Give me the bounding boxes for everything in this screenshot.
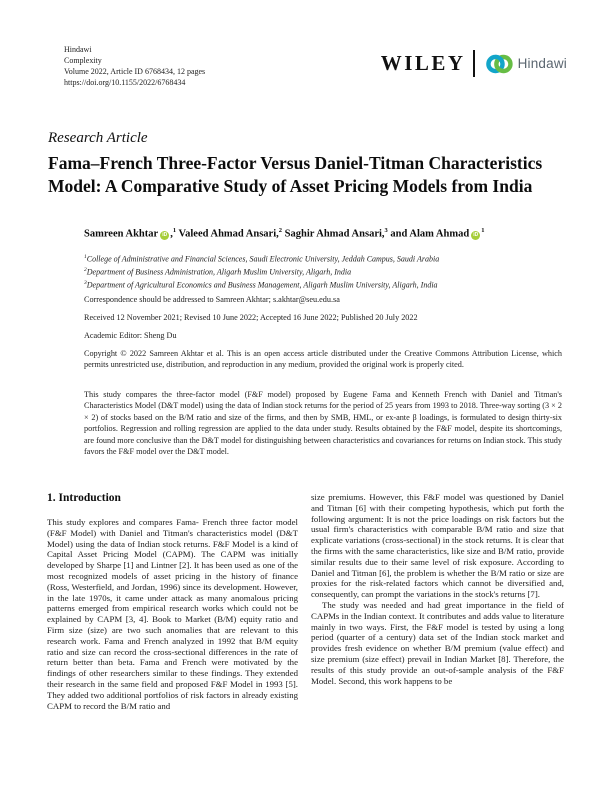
academic-editor-line: Academic Editor: Sheng Du — [84, 331, 177, 340]
body-columns — [47, 492, 564, 711]
logo-divider — [473, 50, 475, 77]
orcid-icon[interactable]: iD — [473, 231, 479, 238]
hindawi-wordmark: Hindawi — [517, 56, 567, 71]
intro-paragraph-continued: size premiums. However, this F&F model was questioned by Daniel and Titman [6] with their competing hypothesis, which put forth the following argument: It is not the price loadings on risk factors but the usual firm's characteristics with comparable B/M ratio and size that explicate variations (cross-sectional) in the stock returns. It is clear that the firms with the same characteristics, like size and B/M ratio, provide similar results due to their same level of risk exposure. According to Daniel and Titman [6], the problem is whether the B/M ratio or size are proxies for the risk-related factors which cannot be diversified and, consequently, can prompt the variations in the stock's returns [7]. — [311, 492, 564, 600]
publisher-name: Hindawi — [64, 45, 92, 54]
author-line: Samreen Akhtar iD ,$^1$ Valeed Ahmad Ansari,$^2$ Saghir Ahmad Ansari,$^3$ and Alam Ahmad $iD^1$ — [84, 227, 485, 240]
abstract-paragraph: This study compares the three-factor model (F&F model) proposed by Eugene Fama and Kenneth French with Daniel and Titman's Characteristics Model (D&T model) using the data of Indian stock returns for the period of 25 years from 1993 to 2018. Three-way sorting (3 × 2 × 2) of stocks based on the B/M ratio and size of the firms, and then by SMB, HML, or ex-ante β loadings, is formulated to design thirty-six portfolios. Regression and rolling regression are applied to the data under study. Results obtained by the F&F model, despite its shortcomings, are found more conclusive than the D&T model for distinguishing between characteristics and covariances for returns on Indian stock. This study favors the F&F model over the D&T model. — [84, 390, 562, 457]
brand-block — [381, 50, 567, 77]
left-column — [47, 492, 298, 711]
affiliation-line: $^3$Department of Agricultural Economics and Business Management, Aligarh Muslim University, Aligarh, India — [84, 280, 438, 290]
author-name: Samreen Akhtar — [84, 228, 159, 240]
correspondence-email-link[interactable]: s.akhtar@seu.edu.sa — [272, 295, 340, 304]
section-heading-introduction: 1. Introduction — [47, 492, 121, 504]
author-name: Saghir Ahmad Ansari, — [284, 228, 385, 240]
article-title: Fama–French Three-Factor Versus Daniel-Titman Characteristics Model: A Comparative Study of Asset Pricing Models from India — [48, 153, 543, 196]
study-importance-paragraph: The study was needed and had great importance in the field of CAPMs in the Indian context. It contributes and adds value to literature mainly in two ways. First, the F&F model is tested by using a long period (quarter of a century) data set of the Indian stock market and provides fresh evidence on whether B/M premium (value effect) and size premium (size effect) prevail in Indian Market [8]. Therefore, the results of this study provide an out-of-sample analysis of the F&F Model. Second, this work happens to be — [311, 599, 564, 686]
publisher-info-block — [64, 44, 205, 88]
article-type-label: Research Article — [48, 130, 148, 146]
doi-link[interactable]: https://doi.org/10.1155/2022/6768434 — [64, 78, 186, 87]
wiley-logo: WILEY — [380, 51, 466, 75]
volume-line: Volume 2022, Article ID 6768434, 12 pages — [64, 67, 206, 76]
author-affil-ref: 1 — [481, 227, 485, 234]
author-name: Valeed Ahmad Ansari, — [178, 228, 279, 240]
journal-name: Complexity — [64, 56, 102, 65]
affiliation-line: $^1$College of Administrative and Financial Sciences, Saudi Electronic University, Jeddah Campus, Saudi Arabia — [84, 254, 440, 264]
orcid-icon[interactable]: iD — [162, 231, 168, 238]
copyright-paragraph: Copyright © 2022 Samreen Akhtar et al. This is an open access article distributed under the Creative Commons Attribution License, which permits unrestricted use, distribution, and reproduction in any medium, provided the original work is properly cited. — [84, 349, 562, 370]
author-affil-ref: 2 — [278, 227, 283, 234]
intro-paragraph: This study explores and compares Fama- French three factor model (F&F Model) with Daniel and Titman's characteristics model (D&T Model) using the data of Indian stock returns. F&F Model is a kind of Capital Asset Pricing Model (CAPM). The CAPM was initially developed by Sharpe [1] and Lintner [2]. It has been used as one of the most recognized models of asset pricing in the history of finance (Ross, Westerfield, and Jordan, 1996) since its development. However, in the late 1970s, it came under attack as many anomalous pricing patterns emerged from empirical research works which could not be explained by CAPM [3, 4]. Book to Market (B/M) equity ratio and Firm size (size) are two such anomalies that are relevant to this research work. Fama and French analyzed in 1992 that B/M equity ratio and size can record the cross-sectional differences in the rate of return better than beta. Fama and French were motivated by the findings of other researchers similar to these findings. They extended their research in the same field and proposed F&F Model in 1993 [5]. They added two additional portfolios of risk factors in already existing CAPM to record the B/M ratio and — [47, 517, 298, 711]
correspondence-line: Correspondence should be addressed to Samreen Akhtar; s.akhtar@seu.edu.sa — [84, 295, 340, 304]
author-affil-ref: 1 — [172, 227, 177, 234]
affiliation-line: $^2$Department of Business Administration, Aligarh Muslim University, Aligarh, India — [84, 267, 352, 277]
author-name: Alam Ahmad — [409, 228, 470, 240]
right-column — [311, 492, 564, 711]
author-affil-ref: 3 — [384, 227, 388, 234]
hindawi-rings-icon — [484, 52, 514, 76]
dates-line: Received 12 November 2021; Revised 10 June 2022; Accepted 16 June 2022; Published 20 July 2022 — [84, 313, 418, 322]
affiliations-block — [84, 252, 439, 291]
